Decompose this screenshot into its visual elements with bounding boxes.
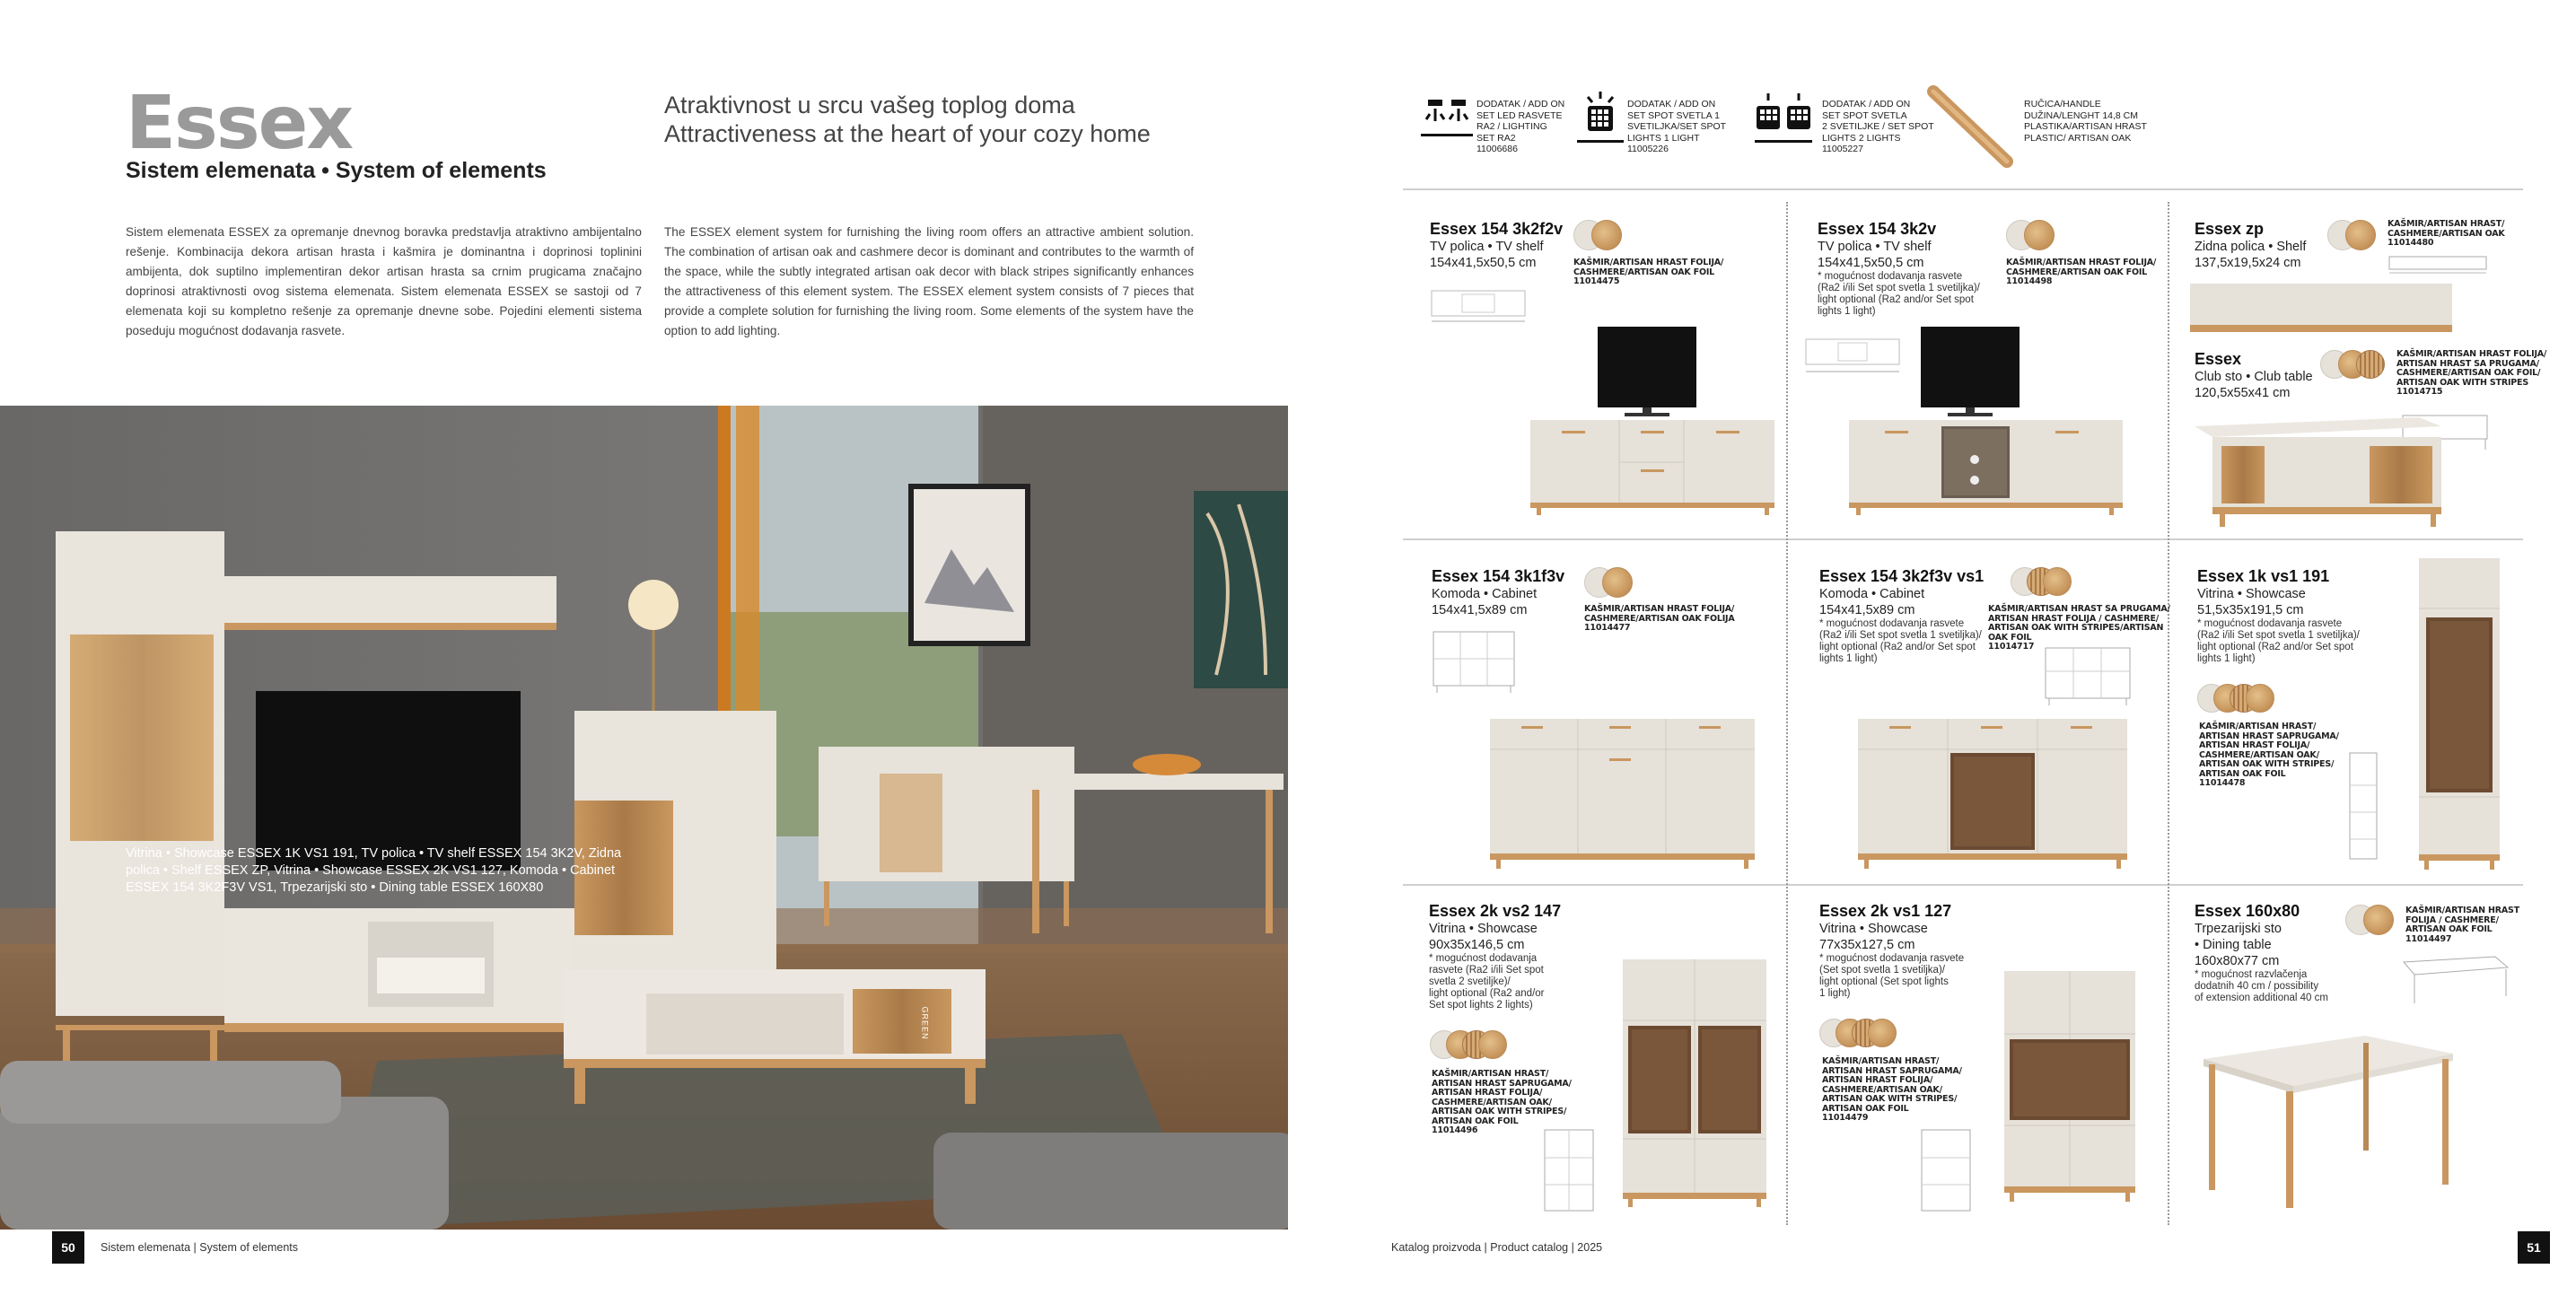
page-subtitle: Sistem elemenata • System of elements: [126, 158, 547, 183]
product-name: Essex 2k vs2 147: [1429, 902, 1562, 920]
tv-shelf-image: [1526, 323, 1777, 516]
product-type: TV polica • TV shelf: [1818, 240, 1932, 254]
showcase-2k-vs2-image: [1616, 956, 1777, 1207]
swatch-artisan-oak: [1591, 220, 1622, 250]
handle-icon: [1921, 83, 2020, 172]
product-material: KAŠMIR/ARTISAN HRAST FOLIJA/ CASHMERE/ARTISAN OAK FOIL 11014498: [2006, 258, 2157, 286]
product-material: KAŠMIR/ARTISAN HRAST/ ARTISAN HRAST SAPRUGAMA/ ARTISAN HRAST FOLIJA/ CASHMERE/ARTISAN OAK/ ARTISAN OAK WITH STRIPES/ ARTISAN OAK FOIL 11014479: [1822, 1056, 1962, 1123]
product-essex-2k-vs1-127: [1819, 902, 1999, 1000]
tv-shelf-line-drawing: [1430, 285, 1529, 326]
product-type: Zidna polica • Shelf: [2195, 240, 2307, 254]
grid-line: [1403, 188, 2523, 190]
product-essex-154-3k2v: [1818, 220, 2015, 318]
product-material: KAŠMIR/ARTISAN HRAST FOLIJA/ CASHMERE/ARTISAN OAK FOLIJA 11014477: [1584, 604, 1735, 633]
column-divider: [1786, 202, 1788, 1225]
right-page: [1288, 0, 2576, 1304]
cabinet-line-drawing: [1430, 628, 1520, 696]
product-material: KAŠMIR/ARTISAN HRAST FOLIJA/ ARTISAN HRAST SA PRUGAMA/ CASHMERE/ARTISAN OAK FOIL/ ARTISAN OAK WITH STRIPES 11014715: [2396, 349, 2547, 397]
product-dims: 137,5x19,5x24 cm: [2195, 256, 2301, 270]
product-dims: 154x41,5x50,5 cm: [1430, 256, 1537, 270]
product-name: Essex 160x80: [2195, 902, 2300, 920]
footer-right: Katalog proizvoda | Product catalog | 2025: [1391, 1241, 1603, 1254]
product-type: Vitrina • Showcase: [2197, 587, 2306, 601]
swatch-oak-stripes: [2356, 350, 2385, 379]
product-dims: 120,5x55x41 cm: [2195, 386, 2291, 400]
product-note: * mogućnost dodavanja rasvete (Ra2 i/ili Set spot svetla 2 svetiljke)/ light optional (Ra2 and/or Set spot lights 2 lights): [1429, 953, 1545, 1011]
cabinet-line-drawing: [2042, 644, 2136, 709]
dining-table-image: [2186, 1023, 2464, 1212]
grid-line: [1403, 884, 2523, 886]
wall-shelf-image: [2188, 280, 2458, 336]
product-dims: 154x41,5x89 cm: [1432, 603, 1528, 617]
product-essex-154-3k2f3v-vs1: [1819, 567, 1999, 665]
product-dims: 154x41,5x89 cm: [1819, 603, 1915, 617]
product-name: Essex 1k vs1 191: [2197, 567, 2330, 585]
product-type: Komoda • Cabinet: [1432, 587, 1538, 601]
showcase-1k-image: [2410, 555, 2509, 871]
showcase-line-drawing: [1916, 1126, 1979, 1216]
product-type: Club sto • Club table: [2195, 370, 2313, 384]
swatch-artisan-oak-foil: [1478, 1030, 1507, 1059]
showcase-2k-vs1-image: [1997, 967, 2141, 1205]
addon-led-text: DODATAK / ADD ON SET LED RASVETE RA2 / LIGHTING SET RA2 11006686: [1476, 99, 1565, 154]
product-name: Essex 154 3k2f2v: [1430, 220, 1564, 238]
page-number-right: 51: [2518, 1231, 2550, 1264]
product-name: Essex 2k vs1 127: [1819, 902, 1952, 920]
page-number-left: 50: [52, 1231, 84, 1264]
swatch-artisan-oak: [2345, 220, 2376, 250]
living-room-photo: [0, 406, 1298, 1230]
intro-serbian: Sistem elemenata ESSEX za opremanje dnevnog boravka predstavlja atraktivno ambijentalno rešenje. Kombinacija dekora artisan hrasta i kašmira je dominantna i doprinosi toplinini ambijenta, dok suptilno implementiran dekor artisan hrasta sa crnim prugicama značajno doprinosi atraktivnosti ovog sistema elemenata. Sistem elemenata ESSEX se sastoji od 7 elemenata koji su kompletno rešenje za opremanje dnevne sobe. Pojedini elementi sistema poseduju mogućnost dodavanja rasvete.: [126, 225, 642, 337]
product-note: * mogućnost dodavanja rasvete (Ra2 i/ili Set spot svetla 1 svetiljka)/ light optional (Ra2 and/or Set spot lights 1 light): [1819, 618, 1982, 664]
cabinet-3k2f3v-image: [1844, 713, 2141, 871]
product-name: Essex 154 3k2f3v vs1: [1819, 567, 1985, 585]
product-type: Vitrina • Showcase: [1819, 922, 1928, 936]
grid-line: [1403, 538, 2523, 540]
product-dims: 160x80x77 cm: [2195, 954, 2280, 968]
footer-left: Sistem elemenata | System of elements: [101, 1241, 299, 1254]
product-dims: 90x35x146,5 cm: [1429, 938, 1525, 952]
product-name: Essex 154 3k1f3v: [1432, 567, 1565, 585]
product-type: TV polica • TV shelf: [1430, 240, 1544, 254]
shelf-line-drawing: [2388, 251, 2491, 278]
swatch-artisan-oak: [2043, 567, 2072, 596]
product-material: KAŠMIR/ARTISAN HRAST FOLIJA/ CASHMERE/ARTISAN OAK FOIL 11014475: [1573, 258, 1724, 286]
product-material: KAŠMIR/ARTISAN HRAST/ ARTISAN HRAST SAPRUGAMA/ ARTISAN HRAST FOLIJA/ CASHMERE/ARTISAN OAK/ ARTISAN OAK WITH STRIPES/ ARTISAN OAK FOIL 11014496: [1432, 1069, 1572, 1135]
spot-lights-2-icon: [1753, 88, 1816, 151]
cabinet-3k1f3v-image: [1476, 713, 1768, 871]
column-divider: [2168, 202, 2169, 1225]
addon-spot1-text: DODATAK / ADD ON SET SPOT SVETLA 1 SVETILJKA/SET SPOT LIGHTS 1 LIGHT 11005226: [1627, 99, 1727, 154]
tv-shelf-3k2v-image: [1840, 323, 2132, 516]
product-note: * mogućnost dodavanja rasvete (Set spot svetla 1 svetiljka)/ light optional (Set spot lights 1 light): [1819, 953, 1965, 999]
dining-table-line-drawing: [2396, 950, 2513, 1012]
product-name: Essex zp: [2195, 220, 2265, 238]
product-type: Komoda • Cabinet: [1819, 587, 1925, 601]
product-dims: 77x35x127,5 cm: [1819, 938, 1915, 952]
product-material: KAŠMIR/ARTISAN HRAST SA PRUGAMA/ ARTISAN HRAST FOLIJA / CASHMERE/ ARTISAN OAK WITH STRIPES/ARTISAN OAK FOIL 11014717: [1988, 604, 2170, 652]
product-material: KAŠMIR/ARTISAN HRAST FOLIJA / CASHMERE/ ARTISAN OAK FOIL 11014497: [2405, 906, 2519, 944]
tagline-en: Attractiveness at the heart of your cozy home: [664, 120, 1151, 147]
product-dims: 154x41,5x50,5 cm: [1818, 256, 1924, 270]
photo-caption: Vitrina • Showcase ESSEX 1K VS1 191, TV polica • TV shelf ESSEX 154 3K2V, Zidna polica • Shelf ESSEX ZP, Vitrina • Showcase ESSEX 2K VS1 127, Komoda • Cabinet ESSEX 154 3K2F3V VS1, Trpezarijski sto • Dining table ESSEX 160X80: [126, 846, 622, 895]
product-note: * mogućnost dodavanja rasvete (Ra2 i/ili Set spot svetla 1 svetiljka)/ light optional (Ra2 and/or Set spot lights 1 light): [2197, 618, 2360, 664]
product-dims: 51,5x35x191,5 cm: [2197, 603, 2304, 617]
product-material: KAŠMIR/ARTISAN HRAST/ ARTISAN HRAST SAPRUGAMA/ ARTISAN HRAST FOLIJA/ CASHMERE/ARTISAN OAK/ ARTISAN OAK WITH STRIPES/ ARTISAN OAK FOIL 11014478: [2199, 722, 2339, 788]
product-note: * mogućnost razvlačenja dodatnih 40 cm / possibility of extension additional 40 cm: [2195, 969, 2328, 1003]
brand-title: Essex: [126, 81, 353, 166]
product-type: Vitrina • Showcase: [1429, 922, 1538, 936]
product-material: KAŠMIR/ARTISAN HRAST/ CASHMERE/ARTISAN OAK 11014480: [2388, 219, 2505, 248]
addon-handle-text: RUČICA/HANDLE DUŽINA/LENGHT 14,8 CM PLASTIKA/ARTISAN HRAST PLASTIC/ ARTISAN OAK: [2024, 99, 2147, 144]
swatch-artisan-oak: [2024, 220, 2055, 250]
swatch-artisan-oak-foil: [1868, 1019, 1897, 1047]
living-room-illustration: [0, 406, 1298, 1230]
swatch-artisan-oak-foil: [2246, 684, 2274, 713]
product-name: Essex: [2195, 350, 2242, 368]
club-table-image: [2186, 408, 2450, 529]
intro-english: The ESSEX element system for furnishing the living room offers an attractive ambient solution. The combination of artisan oak and cashmere decor is dominant and contributes to the warmth of the space, while the subtly integrated artisan oak decor with black stripes significantly enhances the attractiveness of this element system. The ESSEX element system consists of 7 pieces that provide a complete solution for furnishing the living room. Some elements of the system have the option to add lighting.: [664, 225, 1194, 337]
showcase-line-drawing: [2343, 749, 2388, 866]
spot-light-icon: [1573, 88, 1627, 151]
tagline-sr: Atraktivnost u srcu vašeg toplog doma: [664, 92, 1075, 118]
product-type: Trpezarijski sto • Dining table: [2195, 922, 2282, 952]
product-name: Essex 154 3k2v: [1818, 220, 1937, 238]
product-essex-2k-vs2-147: [1429, 902, 1582, 1011]
swatch-artisan-oak: [1602, 567, 1633, 598]
product-essex-1k-vs1-191: [2197, 567, 2395, 665]
swatch-artisan-oak: [2363, 905, 2394, 935]
showcase-line-drawing: [1539, 1126, 1602, 1216]
book-spine-text: GREEN: [920, 1006, 930, 1040]
product-note: * mogućnost dodavanja rasvete (Ra2 i/ili Set spot svetla 1 svetiljka)/ light optional (Ra2 and/or Set spot lights 1 light): [1818, 271, 1980, 317]
addon-spot2-text: DODATAK / ADD ON SET SPOT SVETLA 2 SVETILJKE / SET SPOT LIGHTS 2 LIGHTS 11005227: [1822, 99, 1934, 154]
product-essex-club-table: [2195, 350, 2338, 401]
